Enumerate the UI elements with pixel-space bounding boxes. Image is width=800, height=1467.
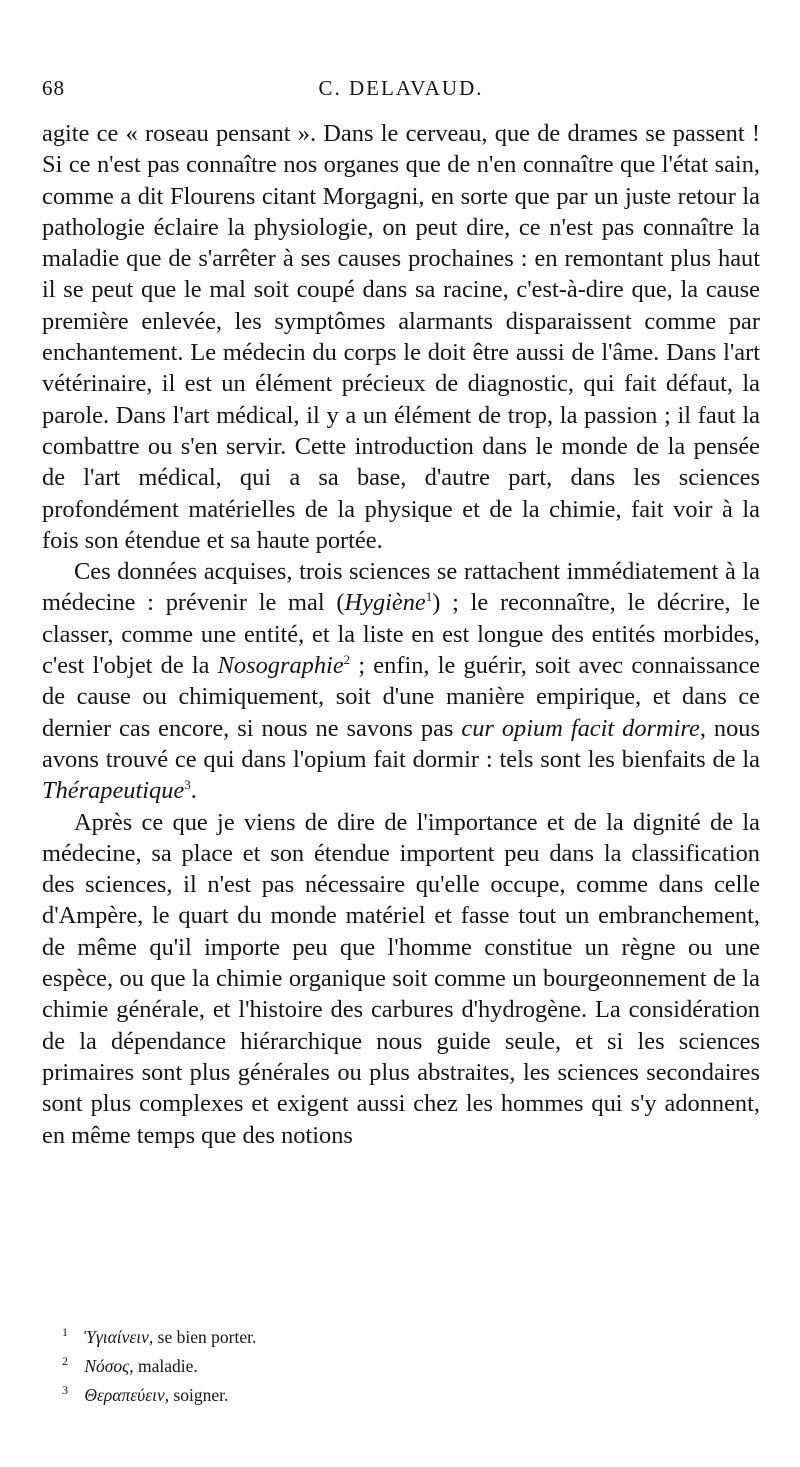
footnote-greek-term: Θεραπεύειν, [84, 1384, 170, 1405]
body-text [42, 118, 760, 1151]
paragraph [42, 807, 760, 1151]
text-run: ; enfin, le guérir, soit avec connaissance de cause ou chimiquement, soit d'une manière empirique, et dans ce dernier cas encore, si nous ne savons pas [42, 652, 760, 742]
text-run: , nous avons trouvé ce qui dans l'opium fait dormir : tels sont les bienfaits de la [42, 714, 760, 773]
italic-term: Thérapeutique [42, 777, 185, 805]
footnotes [62, 1320, 662, 1406]
paragraph [42, 556, 760, 806]
footnote-mark: 2 [62, 1353, 68, 1368]
footnote-text: soigner. [173, 1384, 229, 1405]
footnote-text: maladie. [138, 1355, 198, 1376]
footnote-greek-term: Νόσος, [84, 1355, 134, 1376]
page-number: 68 [42, 76, 65, 100]
page-header [42, 76, 760, 110]
paragraph [42, 118, 760, 556]
italic-term: Hygiène [344, 589, 426, 617]
footnote [62, 1320, 662, 1349]
footnote [62, 1349, 662, 1378]
text-run: agite ce « roseau pensant ». Dans le cerveau, que de drames se passent ! Si ce n'est pas connaître nos organes que de n'en connaître que l'état sain, comme a dit Flourens citant Morgagni, en sorte que par un juste retour la pathologie éclaire la physiologie, on peut dire, ce n'est pas connaître la maladie que de s'arrêter à ses causes prochaines : en remontant plus haut il se peut que le mal soit coupé dans sa racine, c'est-à-dire que, la cause première enlevée, les symptômes alarmants disparaissent comme par enchantement. Le médecin du corps le doit être aussi de l'âme. Dans l'art vétérinaire, il est un élément précieux de diagnostic, qui fait défaut, la parole. Dans l'art médical, il y a un élément de trop, la passion ; il faut la combattre ou s'en servir. Cette introduction dans le monde de la pensée de l'art médical, qui a sa base, d'autre part, dans les sciences profondément matérielles de la physique et de la chimie, fait voir à la fois son étendue et sa haute portée. [42, 120, 760, 554]
footnote [62, 1378, 662, 1407]
footnote-greek-term: Ὑγιαίνειν, [84, 1326, 154, 1347]
footnote-text: se bien porter. [157, 1326, 257, 1347]
italic-term: Nosographie [217, 652, 344, 680]
footnote-reference: 3 [184, 777, 191, 793]
footnote-reference: 2 [343, 651, 351, 667]
footnote-reference: 1 [425, 589, 433, 605]
text-run: ) ; le reconnaître, le décrire, le classer, comme une entité, et la liste en est longue des entités morbides, c'est l'objet de la [42, 589, 761, 680]
footnote-mark: 1 [62, 1325, 68, 1339]
italic-term: cur opium facit dormire [461, 714, 700, 742]
text-run: Ces données acquises, trois sciences se rattachent immédiatement à la médecine : prévenir le mal ( [42, 558, 760, 617]
footnote-mark: 3 [62, 1382, 68, 1397]
text-run: Après ce que je viens de dire de l'importance et de la dignité de la médecine, sa place et son étendue importent peu dans la classification des sciences, il n'est pas nécessaire qu'elle occupe, comme dans celle d'Ampère, le quart du monde matériel et fasse tout un embranchement, de même qu'il importe peu que l'homme constitue un règne ou une espèce, ou que la chimie organique soit comme un bourgeonnement de la chimie générale, et l'histoire des carbures d'hydrogène. La considération de la dépendance hiérarchique nous guide seule, et si les sciences primaires sont plus générales ou plus abstraites, les sciences secondaires sont plus complexes et exigent aussi chez les hommes qui s'y adonnent, en même temps que des notions [42, 808, 760, 1149]
running-title: C. DELAVAUD. [318, 76, 484, 100]
text-run: . [190, 777, 197, 805]
